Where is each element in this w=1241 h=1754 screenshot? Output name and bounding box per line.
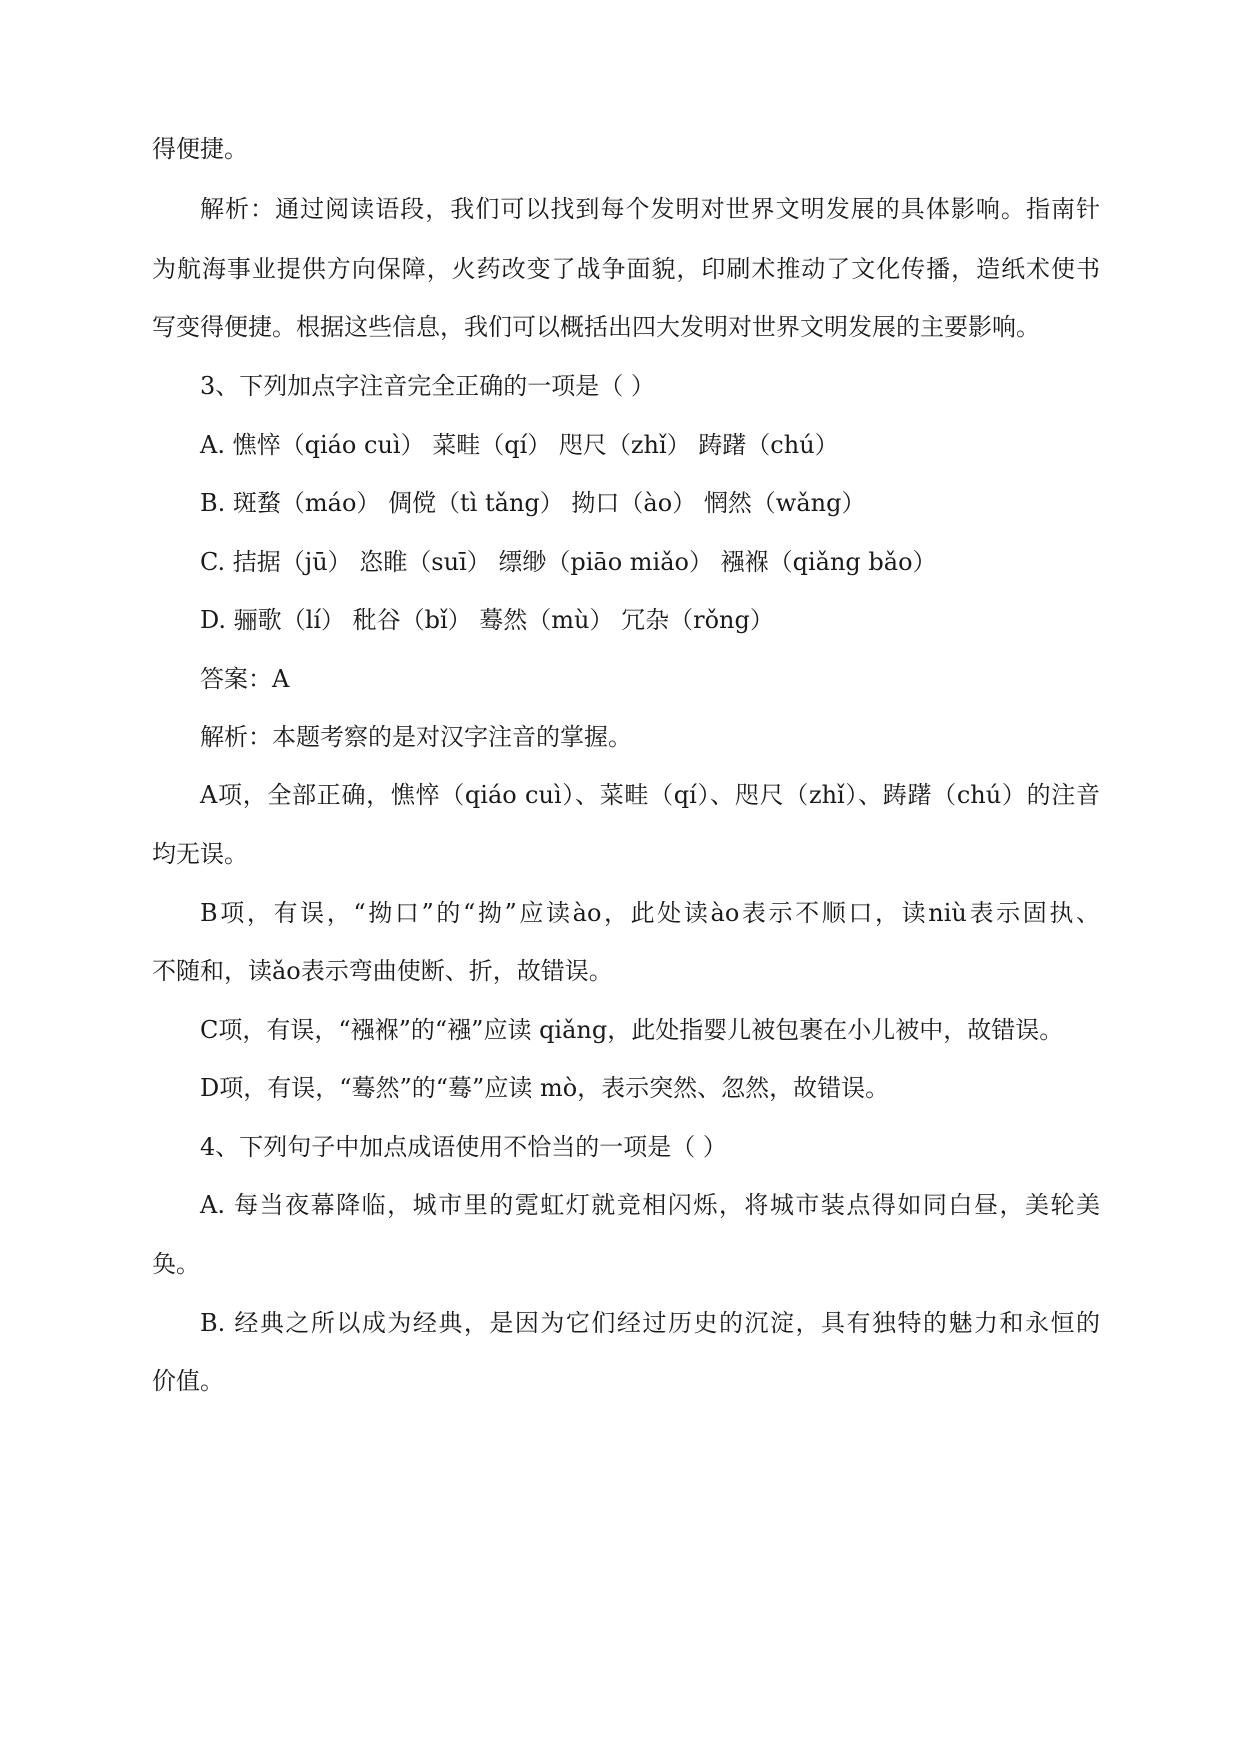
analysis-option-a-cont: 均无误。 — [152, 840, 248, 868]
answer-line: 答案：A — [200, 665, 290, 693]
question-3-option-b: B. 斑蝥（máo） 倜傥（tì tǎng） 拗口（ào） 惘然（wǎng） — [200, 489, 866, 517]
question-3-title: 3、下列加点字注音完全正确的一项是（ ） — [200, 372, 655, 400]
question-4-option-a-cont: 奂。 — [152, 1250, 200, 1278]
question-3-option-a: A. 憔悴（qiáo cuì） 菜畦（qí） 咫尺（zhǐ） 踌躇（chú） — [200, 431, 839, 459]
analysis-option-b-cont: 不随和，读ǎo表示弯曲使断、折，故错误。 — [152, 957, 613, 985]
analysis-paragraph-line: 为航海事业提供方向保障，火药改变了战争面貌，印刷术推动了文化传播，造纸术使书 — [152, 255, 1100, 283]
analysis-paragraph-line: 解析：通过阅读语段，我们可以找到每个发明对世界文明发展的具体影响。指南针 — [200, 195, 1100, 223]
question-4-option-b: B. 经典之所以成为经典，是因为它们经过历史的沉淀，具有独特的魅力和永恒的 — [200, 1309, 1100, 1337]
analysis-option-a: A项，全部正确，憔悴（qiáo cuì）、菜畦（qí）、咫尺（zhǐ）、踌躇（chú）的注音 — [200, 781, 1100, 809]
document-page — [152, 0, 1100, 1754]
question-4-title: 4、下列句子中加点成语使用不恰当的一项是（ ） — [200, 1133, 727, 1161]
analysis-option-d: D项，有误，“蓦然”的“蓦”应读 mò，表示突然、忽然，故错误。 — [200, 1074, 890, 1102]
analysis-option-b: B项，有误，“拗口”的“拗”应读ào，此处读ào表示不顺口，读niù表示固执、 — [200, 899, 1100, 927]
analysis-option-c: C项，有误，“襁褓”的“襁”应读 qiǎng，此处指婴儿被包裹在小儿被中，故错误。 — [200, 1016, 1064, 1044]
analysis-paragraph-line: 写变得便捷。根据这些信息，我们可以概括出四大发明对世界文明发展的主要影响。 — [152, 313, 1040, 341]
analysis-line: 解析：本题考察的是对汉字注音的掌握。 — [200, 723, 632, 751]
question-4-option-a: A. 每当夜幕降临，城市里的霓虹灯就竞相闪烁，将城市装点得如同白昼，美轮美 — [200, 1191, 1100, 1219]
question-3-option-d: D. 骊歌（lí） 秕谷（bǐ） 蓦然（mù） 冗杂（rǒng） — [200, 606, 774, 634]
question-4-option-b-cont: 价值。 — [152, 1367, 224, 1395]
question-3-option-c: C. 拮据（jū） 恣睢（suī） 缥缈（piāo miǎo） 襁褓（qiǎng bǎo） — [200, 548, 937, 576]
text-line: 得便捷。 — [152, 135, 248, 163]
